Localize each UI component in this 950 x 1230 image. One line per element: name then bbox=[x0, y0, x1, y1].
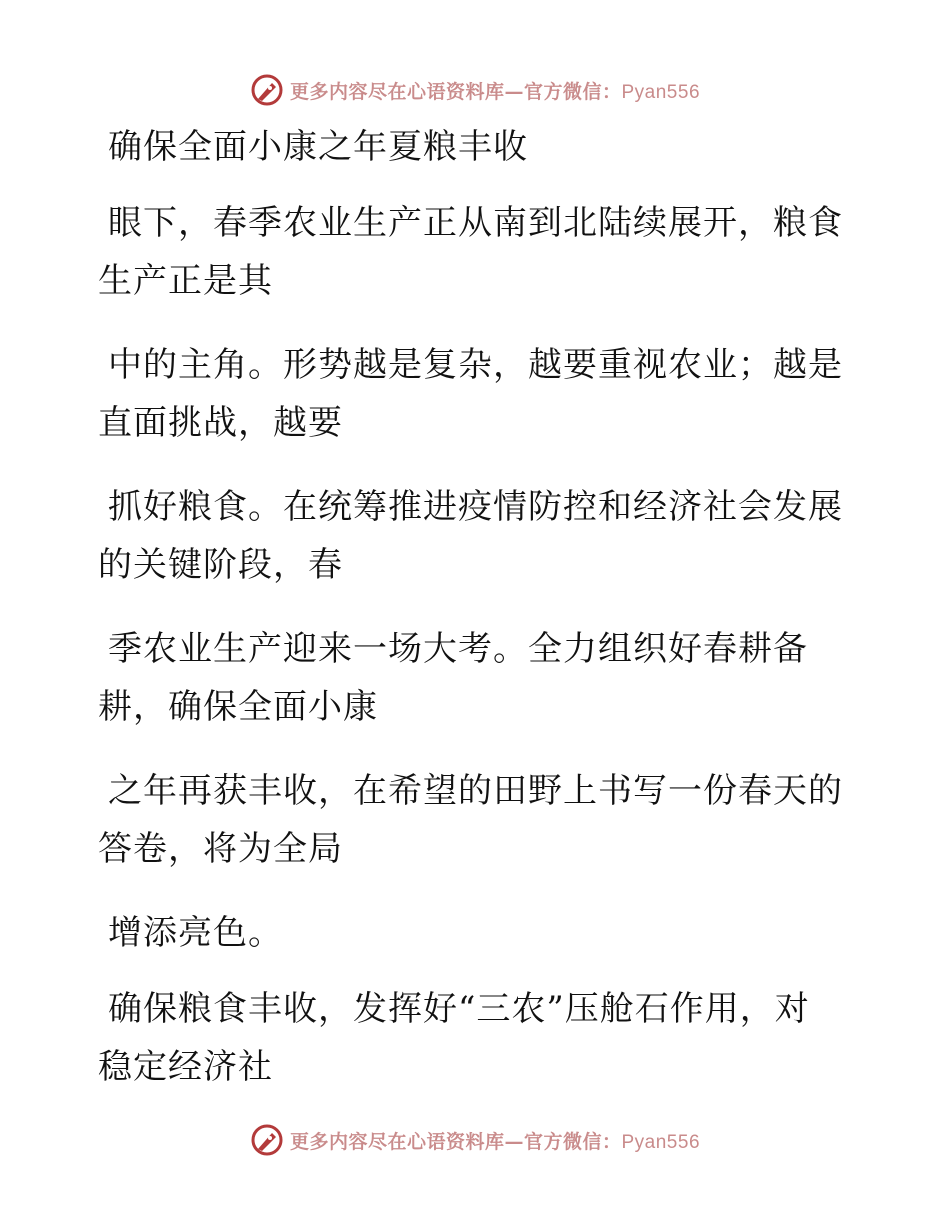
paragraph bbox=[98, 762, 843, 894]
paragraph-line: 稳定经济社 bbox=[98, 1047, 273, 1087]
paragraph-line: 中的主角。形势越是复杂，越要重视农业；越是 bbox=[108, 345, 843, 385]
pen-nib-circle-icon bbox=[250, 1123, 284, 1157]
paragraph bbox=[98, 478, 843, 610]
header-watermark bbox=[0, 70, 950, 110]
paragraph-line: 答卷，将为全局 bbox=[98, 829, 343, 869]
footer-watermark bbox=[0, 1120, 950, 1160]
paragraph-line: 季农业生产迎来一场大考。全力组织好春耕备 bbox=[108, 629, 808, 669]
paragraph-line: 增添亮色。 bbox=[108, 913, 283, 953]
paragraph bbox=[98, 980, 838, 1112]
paragraph-line: 眼下，春季农业生产正从南到北陆续展开，粮食 bbox=[108, 203, 843, 243]
document-title: 确保全面小康之年夏粮丰收 bbox=[108, 127, 528, 167]
paragraph-line: 确保粮食丰收，发挥好“三农”压舱石作用，对 bbox=[108, 989, 810, 1029]
paragraph bbox=[98, 620, 838, 752]
paragraph-line: 耕，确保全面小康 bbox=[98, 687, 378, 727]
paragraph-line: 抓好粮食。在统筹推进疫情防控和经济社会发展 bbox=[108, 487, 843, 527]
paragraph-line: 之年再获丰收，在希望的田野上书写一份春天的 bbox=[108, 771, 843, 811]
pen-nib-circle-icon bbox=[250, 73, 284, 107]
paragraph-line: 生产正是其 bbox=[98, 261, 273, 301]
paragraph-line: 直面挑战，越要 bbox=[98, 403, 343, 443]
document-body bbox=[98, 118, 843, 1122]
watermark-text: 更多内容尽在心语资料库—官方微信：Pyan556 bbox=[289, 1130, 701, 1153]
watermark-handle: Pyan556 bbox=[621, 81, 701, 103]
paragraph bbox=[98, 904, 838, 970]
watermark-handle: Pyan556 bbox=[621, 1131, 701, 1153]
paragraph bbox=[98, 194, 843, 326]
document-title-block bbox=[98, 118, 838, 184]
paragraph bbox=[98, 336, 843, 468]
watermark-text: 更多内容尽在心语资料库—官方微信：Pyan556 bbox=[289, 80, 701, 103]
paragraph-line: 的关键阶段，春 bbox=[98, 545, 343, 585]
